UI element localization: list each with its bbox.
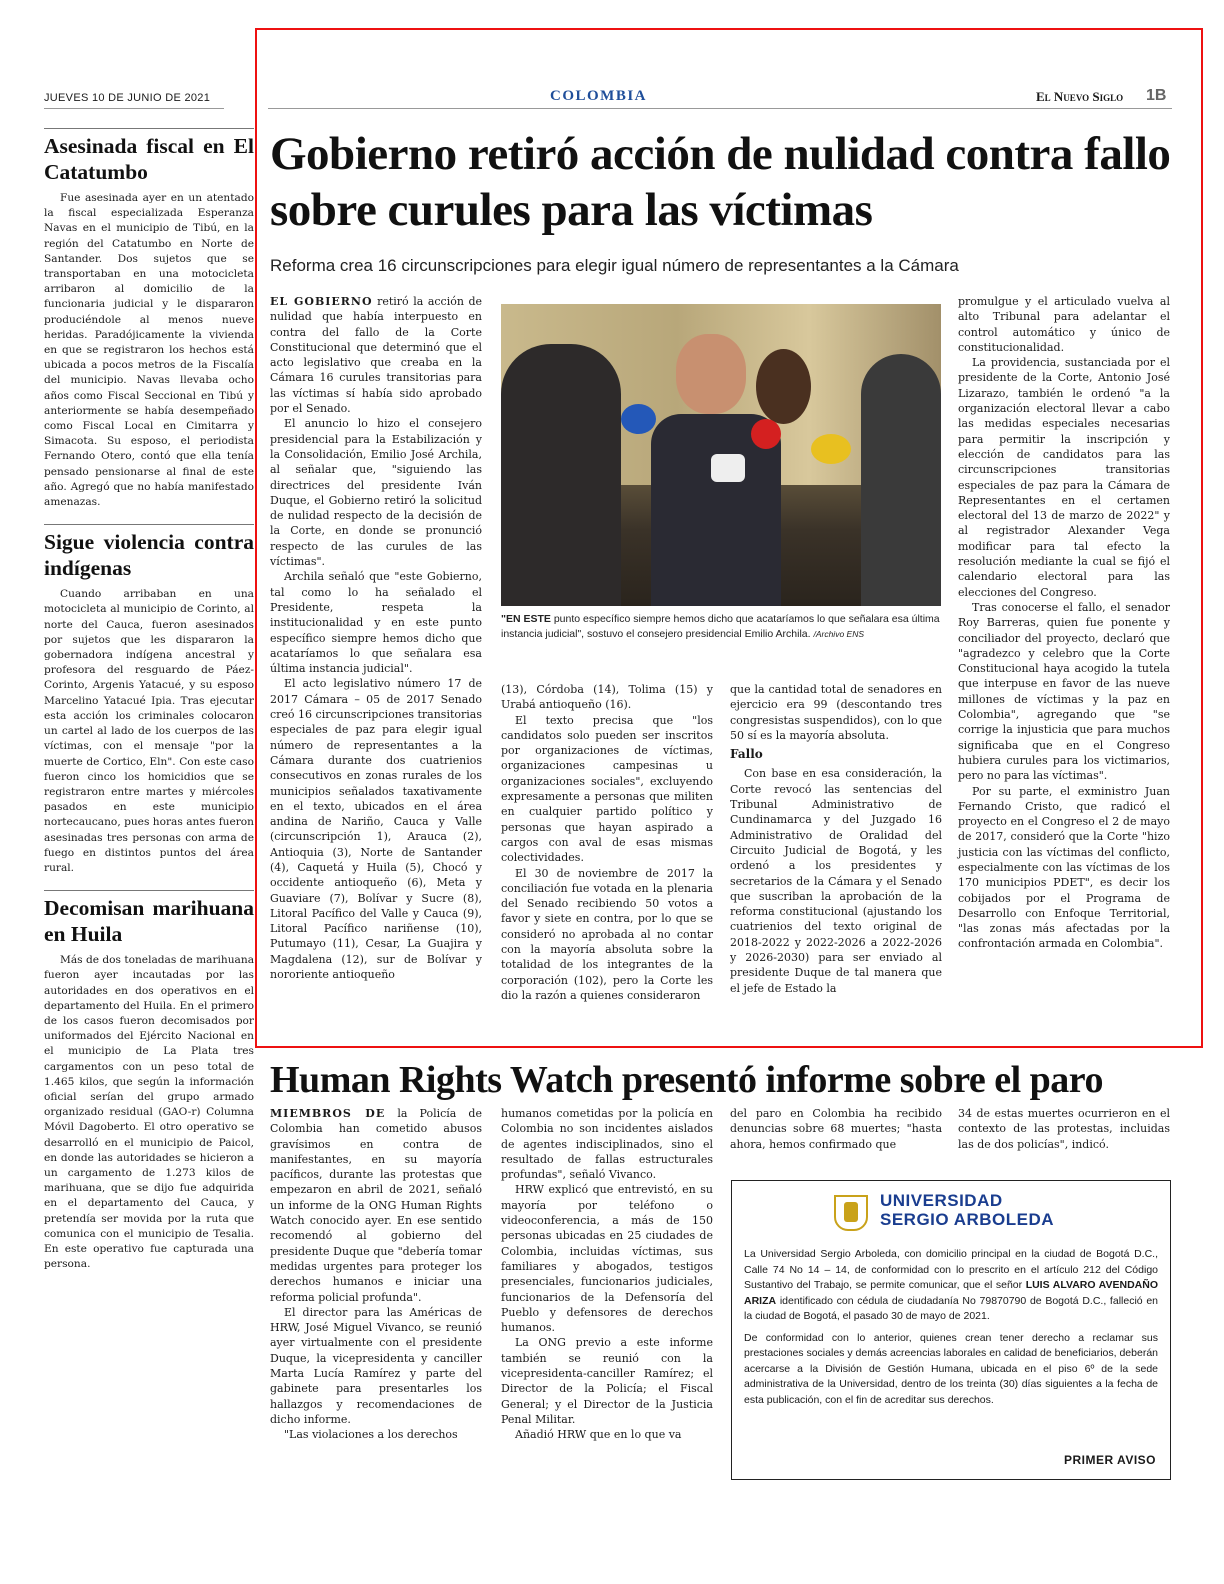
deceased-name: LUIS ALVARO AVENDAÑO ARIZA [744, 1279, 1158, 1307]
paragraph: 34 de estas muertes ocurrieron en el contexto de las protestas, incluidas las de dos policías", indicó. [958, 1107, 1170, 1151]
paragraph: Añadió HRW que en lo que va [515, 1428, 682, 1442]
paragraph: (13), Córdoba (14), Tolima (15) y Urabá antioqueño (16). [501, 683, 713, 712]
section-label: COLOMBIA [550, 88, 648, 104]
main-col-2 [501, 682, 713, 1003]
brief-1 [44, 128, 254, 510]
paragraph: HRW explicó que entrevistó, en su mayoría por teléfono o videoconferencia, a más de 150 personas ubicadas en 25 ciudades de Colombia, incluidas víctimas, sus familiares y abogados, testigos presenciales, funcionarios judiciales, funcionarios de la Defensoría del Pueblo y defensores de derechos humanos. [501, 1183, 713, 1335]
brief-2 [44, 524, 254, 876]
header-rule [268, 108, 1172, 109]
photo-caption [501, 612, 941, 642]
second-col-3 [730, 1106, 942, 1152]
brief-title: Sigue violencia contra indígenas [44, 524, 254, 581]
paragraph: Con base en esa consideración, la Corte revocó las sentencias del Tribunal Administrativo de Cundinamarca y del Juzgado 16 Administrativo de Oralidad del Circuito Judicial de Bogotá, y les ordenó a los presidentes y secretarios de la Cámara y el Senado que suscriban la aprobación de la reforma constitucional (ajustando los cuatrienios del texto original de 2018-2022 y 2022-2026 a 2022-2026 y 2026-2030) para ser enviado al presidente Duque de tal manera que el jefe de Estado la [730, 767, 942, 995]
notice-body [744, 1247, 1158, 1408]
main-headline: Gobierno retiró acción de nulidad contra fallo sobre curules para las víctimas [270, 128, 1171, 236]
second-headline: Human Rights Watch presentó informe sobre el paro [270, 1059, 1103, 1101]
person-left [501, 344, 621, 606]
microphone-blue [621, 404, 656, 434]
page-number: 1B [1146, 87, 1167, 104]
paragraph: El texto precisa que "los candidatos solo pueden ser inscritos por organizaciones de víctimas, organizaciones campesinas u organizaciones sociales", excluyendo expresamente a personas que militen en cualquier partido político y personas que hayan aspirado a cargos con aval de esas mismas colectividades. [501, 713, 713, 865]
caption-lead: "EN ESTE [501, 613, 551, 625]
paragraph: El acto legislativo número 17 de 2017 Cámara – 05 de 2017 Senado creó 16 circunscripciones transitorias especiales de paz para elegir igual número de representantes a la Cámara durante dos cuatrienios consecutivos en zonas rurales de los municipios señalados taxativamente en el texto, ubicados en el área andina de Nariño, Cauca y Valle (circunscripción 1), Arauca (2), Antioquia (3), Norte de Santander (4), Caquetá y Huila (5), Chocó y occidente antioqueño (6), Meta y Guaviare (7), Bolívar y Sucre (8), Litoral Pacífico del Valle y Cauca (9), Litoral Pacífico nariñense (10), Putumayo (11), Cesar, La Guajira y Magdalena (12), sur de Bolívar y nororiente antioqueño [270, 677, 482, 982]
paragraph: "Las violaciones a los derechos [284, 1428, 458, 1442]
main-deck: Reforma crea 16 circunscripciones para elegir igual número de representantes a la Cámara [270, 256, 959, 275]
person-center [676, 334, 746, 414]
brief-body: Más de dos toneladas de marihuana fueron ayer incautadas por las autoridades en dos operativos en el departamento del Huila. En el primero de los casos fueron decomisados por uniformados del Ejército Nacional en el municipio de La Plata tres cargamentos con un peso total de 1.465 kilos, que según la información oficial serían del grupo armado organizado residual (GAO-r) Columna Móvil Dagoberto. El otro operativo se desarrolló en el municipio de Paicol, en donde las autoridades se hicieron a un cargamento de 1.273 kilos de marihuana, que se dijo fue adquirida en el departamento del Cauca, y pretendía ser movida por la ruta que comunica con el municipio de Tesalia. En este operativo fue capturada una persona. [44, 954, 255, 1271]
brief-3 [44, 890, 254, 1272]
microphone-yellow [811, 434, 851, 464]
paragraph: La providencia, sustanciada por el presidente de la Corte, Antonio José Lizarazo, también le ordenó "a la organización electoral llevar a cabo las medidas especiales necesarias para permitir la inscripción y elección de candidatos para las circunscripciones transitorias especiales de paz para la Cámara de Representantes en el certamen electoral del 13 de marzo de 2022" y al registrador Alexander Vega modificar para tal efecto la resolución mediante la cual se fijó el calendario electoral para las elecciones del Congreso. [958, 356, 1170, 599]
brief-body: Fue asesinada ayer en un atentado la fiscal especializada Esperanza Navas en el municipio de Tibú, en la región del Catatumbo en Norte de Santander. Dos sujetos que se transportaban en una motocicleta arribaron al domicilio de la funcionaria judicial y le dispararon produciéndole al menos nueve heridas. Paradójicamente la vivienda en que se registraron los hechos está ubicada a pocos metros de la Fiscalía del municipio. Navas llevaba ocho años como Fiscal Seccional en Tibú y anteriormente se había desempeñado como Fiscal Local en Cimitarra y Simacota. Su esposo, el periodista Fernando Otero, contó que ella tenía pensado pensionarse al final de este año. Agregó que no había manifestado amenazas. [44, 192, 254, 509]
sidebar [44, 128, 254, 1272]
paragraph: Por su parte, el exministro Juan Fernando Cristo, que radicó el proyecto en el Congreso el 2 de mayo de 2017, consideró que la Corte "hizo justicia con las víctimas del conflicto, especialmente con las víctimas de los 170 municipios PDET", es decir los cobijados por el Programa de Desarrollo con Enfoque Territorial, "las zonas más afectadas por la confrontación armada en Colombia". [958, 784, 1170, 951]
second-col-2 [501, 1106, 713, 1443]
subhead: Fallo [730, 747, 763, 762]
person-right [861, 354, 941, 606]
paragraph: humanos cometidas por la policía en Colombia no son incidentes aislados de agentes indisciplinados, sino el resultado de fallas estructurales profundas", señaló Vivanco. [501, 1107, 713, 1182]
notice-paragraph-2: De conformidad con lo anterior, quienes crean tener derecho a reclamar sus prestaciones sociales y demás acreencias laborales en calidad de beneficiarios, deberán acercarse a la División de Gestión Humana, ubicada en el piso 6º de la sede administrativa de la Universidad, dentro de los treinta (30) días siguientes a la fecha de esta publicación, con el fin de acreditar sus derechos. [744, 1331, 1158, 1406]
brief-title: Decomisan marihuana en Huila [44, 890, 254, 947]
paragraph: El director para las Américas de HRW, José Miguel Vivanco, se reunió ayer virtualmente con el presidente Duque, la vicepresidenta y canciller Marta Lucía Ramírez y parte del gabinete para presentarles los hallazgos y recomendaciones de dicho informe. [270, 1305, 482, 1426]
paragraph: del paro en Colombia ha recibido denuncias sobre 68 muertes; "hasta ahora, hemos confirmado que [730, 1107, 942, 1151]
person-woman [756, 349, 811, 424]
brief-title: Asesinada fiscal en El Catatumbo [44, 128, 254, 185]
main-col-4 [958, 294, 1170, 952]
paper-name: El Nuevo Siglo [1036, 89, 1124, 104]
news-photo [501, 304, 941, 606]
org-line-1: UNIVERSIDAD [880, 1191, 1003, 1210]
paragraph: El 30 de noviembre de 2017 la conciliación fue votada en la plenaria del Senado recibiendo 50 votos a favor y siete en contra, por lo que se consideró no aprobada al no contar con la mayoría absoluta sobre la totalidad de los integrantes de la corporación (102), pero la Corte les dio la razón a quienes consideraron [501, 866, 713, 1002]
paragraph: que la cantidad total de senadores en ejercicio era 99 (descontando tres congresistas suspendidos), con lo que 50 sí es la mayoría absoluta. [730, 683, 942, 742]
paragraph: Archila señaló que "este Gobierno, tal como lo ha señalado el Presidente, respeta la institucionalidad y en este punto específico siempre hemos dicho que acataríamos lo que señalara esa última instancia judicial". [270, 570, 482, 676]
lead-in: MIEMBROS DE [270, 1107, 386, 1120]
notice-ad [731, 1180, 1171, 1480]
header-date: JUEVES 10 DE JUNIO DE 2021 [44, 92, 211, 104]
logo-lamp [844, 1202, 858, 1222]
university-logo-icon [834, 1195, 868, 1231]
org-line-2: SERGIO ARBOLEDA [880, 1210, 1055, 1229]
microphone-white [711, 454, 745, 482]
second-col-1 [270, 1106, 482, 1443]
paragraph: La ONG previo a este informe también se reunió con la vicepresidenta-canciller Ramírez; el Director de la Policía; el Fiscal General; y el Director de la Justicia Penal Militar. [501, 1336, 713, 1426]
paragraph: El anuncio lo hizo el consejero presidencial para la Estabilización y la Consolidación, Emilio José Archila, al señalar que, "siguiendo las directrices del presidente Iván Duque, el Gobierno retiró la solicitud de nulidad respecto de la decisión de la Corte, en donde se pronunció respecto de las curules de las víctimas". [270, 417, 482, 569]
notice-label: PRIMER AVISO [1063, 1453, 1156, 1467]
second-col-4 [958, 1106, 1170, 1152]
caption-text: punto específico siempre hemos dicho que acataríamos lo que señalara esa última instancia judicial", sostuvo el consejero presidencial Emilio Archila. [501, 613, 940, 640]
paragraph: promulgue y el articulado vuelva al alto Tribunal para adelantar el control automático y único de constitucionalidad. [958, 295, 1170, 354]
paragraph: la Policía de Colombia han cometido abusos gravísimos en contra de manifestantes, en su mayoría pacíficos, durante las protestas que empezaron en abril de 2021, señaló un informe de la ONG Human Rights Watch conocido ayer. En ese sentido recomendó al gobierno del presidente Duque que "debería tomar medidas urgentes para proteger los derechos humanos e iniciar una reforma policial profunda". [270, 1107, 482, 1304]
brief-body: Cuando arribaban en una motocicleta al municipio de Corinto, al norte del Cauca, fueron asesinados por sujetos que les dispararon la gobernadora indígena ancestral y profesora del resguardo de Páez-Corinto, Argenis Yatacué, y su esposo Marcelino Yatacué Ipia. Tras ejecutar esta acción los criminales colocaron un cartel al lado de los cuerpos de las víctimas, con el mensaje "por la muerte de Cortico, Eln". Con este caso fueron cinco los homicidios que se registraron entre martes y miércoles pasados en este municipio nortecaucano, pues horas antes fueron asesinadas tres personas con arma de fuego en distintos puntos del área rural. [44, 588, 254, 874]
notice-paragraph-1: La Universidad Sergio Arboleda, con domicilio principal en la ciudad de Bogotá D.C., Calle 74 No 14 – 14, de conformidad con lo prescrito en el artículo 212 del Código Sustantivo del Trabajo, se permite comunicar, que el señor LUIS ALVARO AVENDAÑO ARIZA identificado con cédula de ciudadanía No 79870790 de Bogotá D.C., falleció en la ciudad de Bogotá, el pasado 30 de mayo de 2021. [744, 1248, 1159, 1322]
lead-in: EL GOBIERNO [270, 295, 373, 308]
paragraph: retiró la acción de nulidad que había interpuesto en contra del fallo de la Corte Constitucional que determinó que el acto legislativo que creaba en la Cámara 16 curules transitorias para las víctimas sí había sido aprobado por el Senado. [270, 295, 482, 416]
photo-credit: /Archivo ENS [813, 629, 865, 639]
header-rule-left [44, 108, 224, 109]
paragraph: Tras conocerse el fallo, el senador Roy Barreras, quien fue ponente y conciliador del proyecto, declaró que "agradezco y celebro que la Corte Constitucional haya acogido la tutela que interpuse en favor de las nueve millones de víctimas y la paz en Colombia", agregando que "se corrige la injusticia que para muchos significaba que en el Congreso hubiera curules para los victimarios, pero no para las víctimas". [958, 600, 1170, 783]
main-col-1 [270, 294, 482, 982]
main-col-3 [730, 682, 942, 996]
microphone-red [751, 419, 781, 449]
